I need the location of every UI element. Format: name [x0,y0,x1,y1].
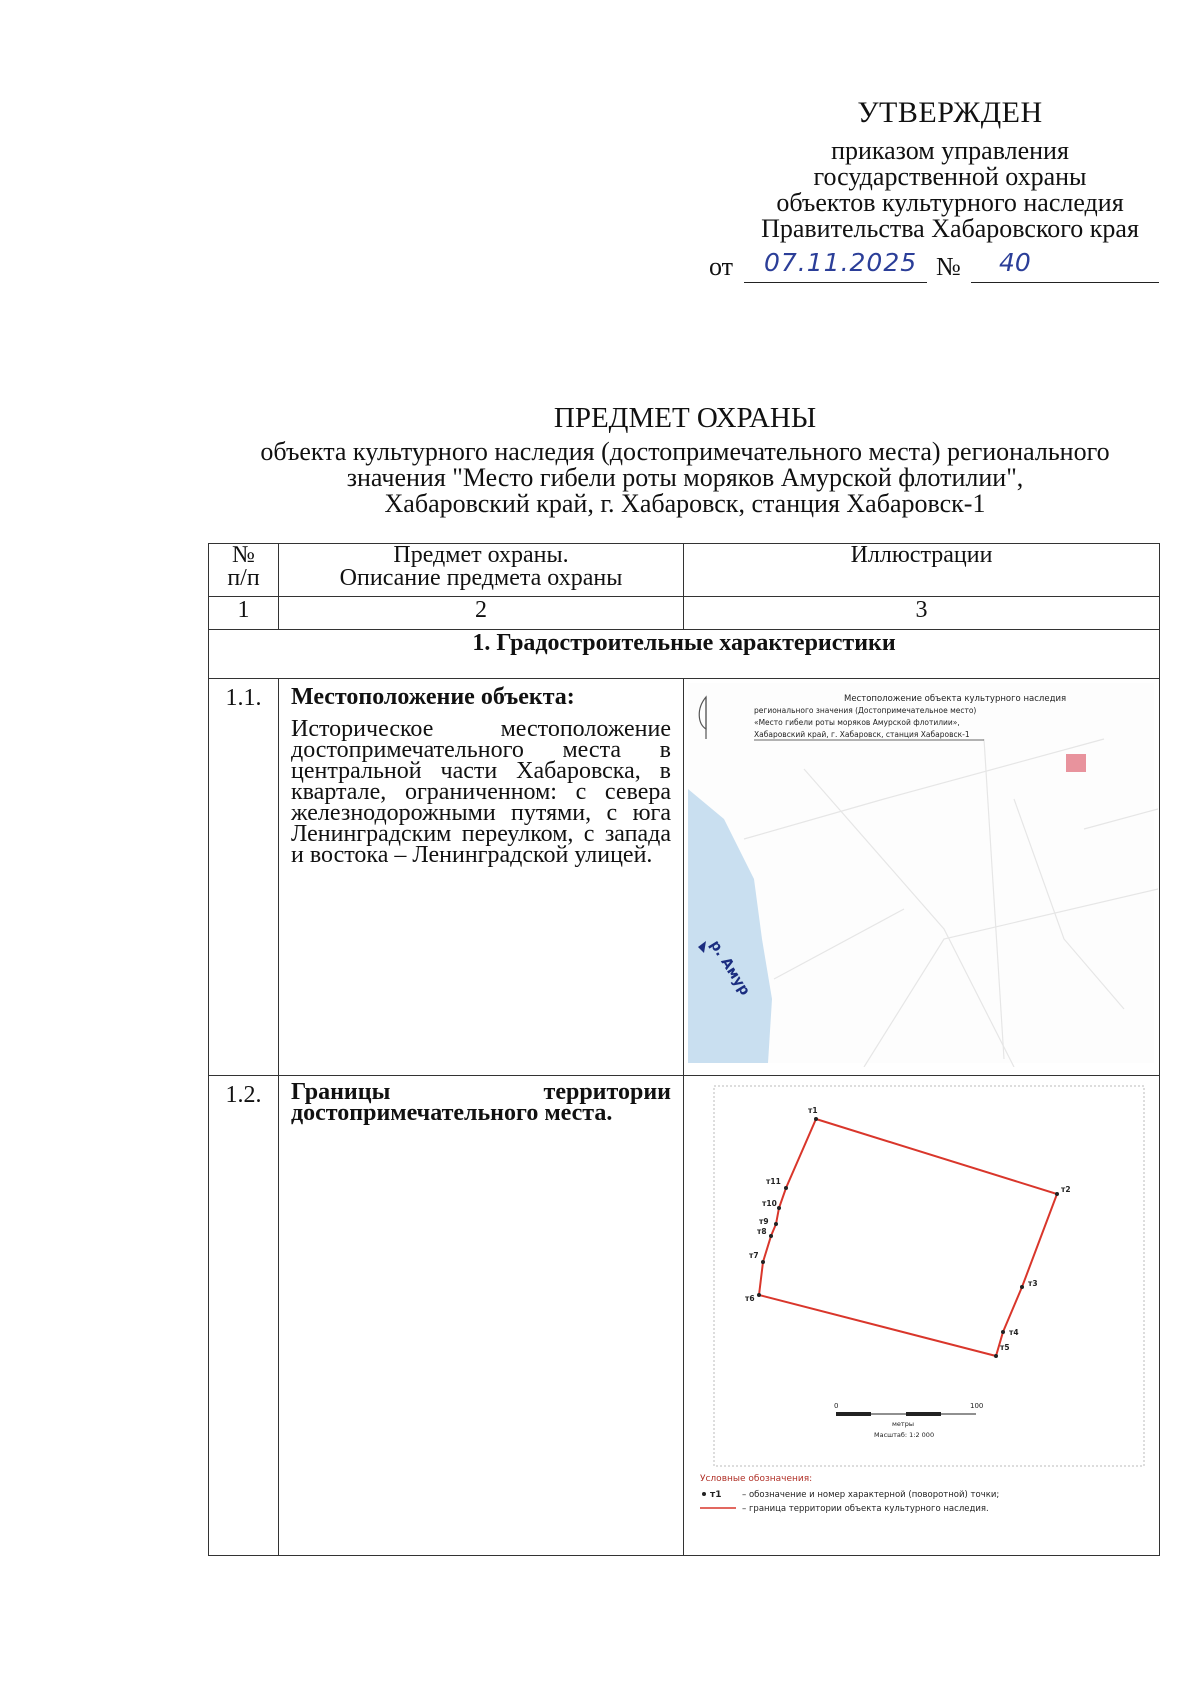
document-subtitle-line: объекта культурного наследия (достопримечательного места) регионального [260,437,1110,466]
column-number-row [209,597,1160,630]
boundary-point-marker [761,1260,765,1264]
table-row [209,679,1160,1076]
row-index: 1.2. [209,1076,279,1556]
handwritten-number: 40 [999,248,1031,277]
section-row [209,630,1160,679]
header-number-sign: № [232,542,255,568]
boundary-point-marker [769,1234,773,1238]
scale-unit: метры [892,1420,914,1428]
map-caption-line: Местоположение объекта культурного наследия [844,694,1067,704]
date-underline [744,282,927,283]
row-illustration [684,1076,1160,1556]
row-heading: Границы территории достопримечательного места. [291,1079,671,1126]
approval-title: УТВЕРЖДЕН [857,96,1043,129]
header-illustrations: Иллюстрации [684,544,1160,597]
table-header-row [209,544,1160,597]
river-label: р. Амур [706,937,753,999]
row-index: 1.1. [209,679,279,1076]
boundary-point-marker [774,1222,778,1226]
legend-point-icon [702,1492,706,1496]
map-caption-line: «Место гибели роты моряков Амурской флотилии», [754,718,960,727]
boundary-point-label: т5 [1000,1343,1010,1352]
number-label: № [936,252,961,281]
boundary-point-label: т4 [1009,1328,1019,1337]
row-description [279,1076,684,1556]
boundary-point-marker [1055,1192,1059,1196]
boundary-point-label: т3 [1028,1279,1038,1288]
legend-title: Условные обозначения: [700,1474,813,1484]
header-subject-line1: Предмет охраны. [393,542,569,568]
boundary-point-label: т2 [1061,1185,1071,1194]
approval-signature-row [709,248,1159,292]
approval-block [700,96,1200,243]
document-title: ПРЕДМЕТ ОХРАНЫ [553,402,817,434]
handwritten-date: 07.11.2025 [764,248,918,277]
number-underline [971,282,1159,283]
approval-line: приказом управления [831,136,1069,165]
row-text: Историческое местоположение достопримечательного места в центральной части Хабаровска, в квартале, ограниченном: с севера железнодорожными путями, с юга Ленинградским переулком, с запада и востока – Ленинградской улицей. [291,716,671,868]
document-subtitle-line: Хабаровский край, г. Хабаровск, станция Хабаровск-1 [384,489,986,518]
header-subject [279,544,684,597]
from-label: от [709,252,734,281]
boundary-point-marker [1020,1285,1024,1289]
boundary-point-label: т10 [762,1199,777,1208]
legend-point-label: т1 [710,1490,722,1500]
section-title: 1. Градостроительные характеристики [209,630,1160,679]
header-number [209,544,279,597]
legend-line-text: – граница территории объекта культурного наследия. [742,1504,989,1514]
boundary-map [684,1076,1158,1547]
boundary-point-label: т6 [745,1294,755,1303]
header-subject-line2: Описание предмета охраны [339,565,623,591]
boundary-point-label: т11 [766,1177,781,1186]
boundary-point-label: т8 [757,1227,767,1236]
scale-start: 0 [834,1402,839,1410]
boundary-point-marker [994,1354,998,1358]
map-caption-line: Хабаровский край, г. Хабаровск, станция Хабаровск-1 [754,730,970,739]
boundary-point-marker [1001,1330,1005,1334]
legend-point-text: – обозначение и номер характерной (поворотной) точки; [742,1490,1000,1500]
scale-text: Масштаб: 1:2 000 [874,1431,935,1439]
approval-line: объектов культурного наследия [776,188,1124,217]
boundary-point-marker [777,1206,781,1210]
table-row [209,1076,1160,1556]
boundary-point-label: т9 [759,1217,769,1226]
row-description [279,679,684,1076]
map-frame [714,1086,1144,1466]
location-map [684,679,1158,1067]
boundary-point-marker [814,1117,818,1121]
approval-line: государственной охраны [813,162,1087,191]
header-number-abbr: п/п [227,565,260,591]
document-heading [210,402,1160,518]
approval-line: Правительства Хабаровского края [761,214,1139,243]
column-number: 1 [209,597,279,630]
boundary-point-marker [784,1186,788,1190]
protection-subject-table [208,543,1160,1556]
row-heading: Местоположение объекта: [291,684,575,710]
boundary-point-label: т1 [808,1106,818,1115]
boundary-point-marker [757,1293,761,1297]
column-number: 3 [684,597,1160,630]
column-number: 2 [279,597,684,630]
map-caption-line: регионального значения (Достопримечательное место) [754,706,977,715]
object-location-marker [1066,754,1086,772]
row-illustration [684,679,1160,1076]
scale-end: 100 [970,1402,984,1410]
boundary-point-label: т7 [749,1251,759,1260]
document-subtitle-line: значения "Место гибели роты моряков Амурской флотилии", [346,463,1024,492]
